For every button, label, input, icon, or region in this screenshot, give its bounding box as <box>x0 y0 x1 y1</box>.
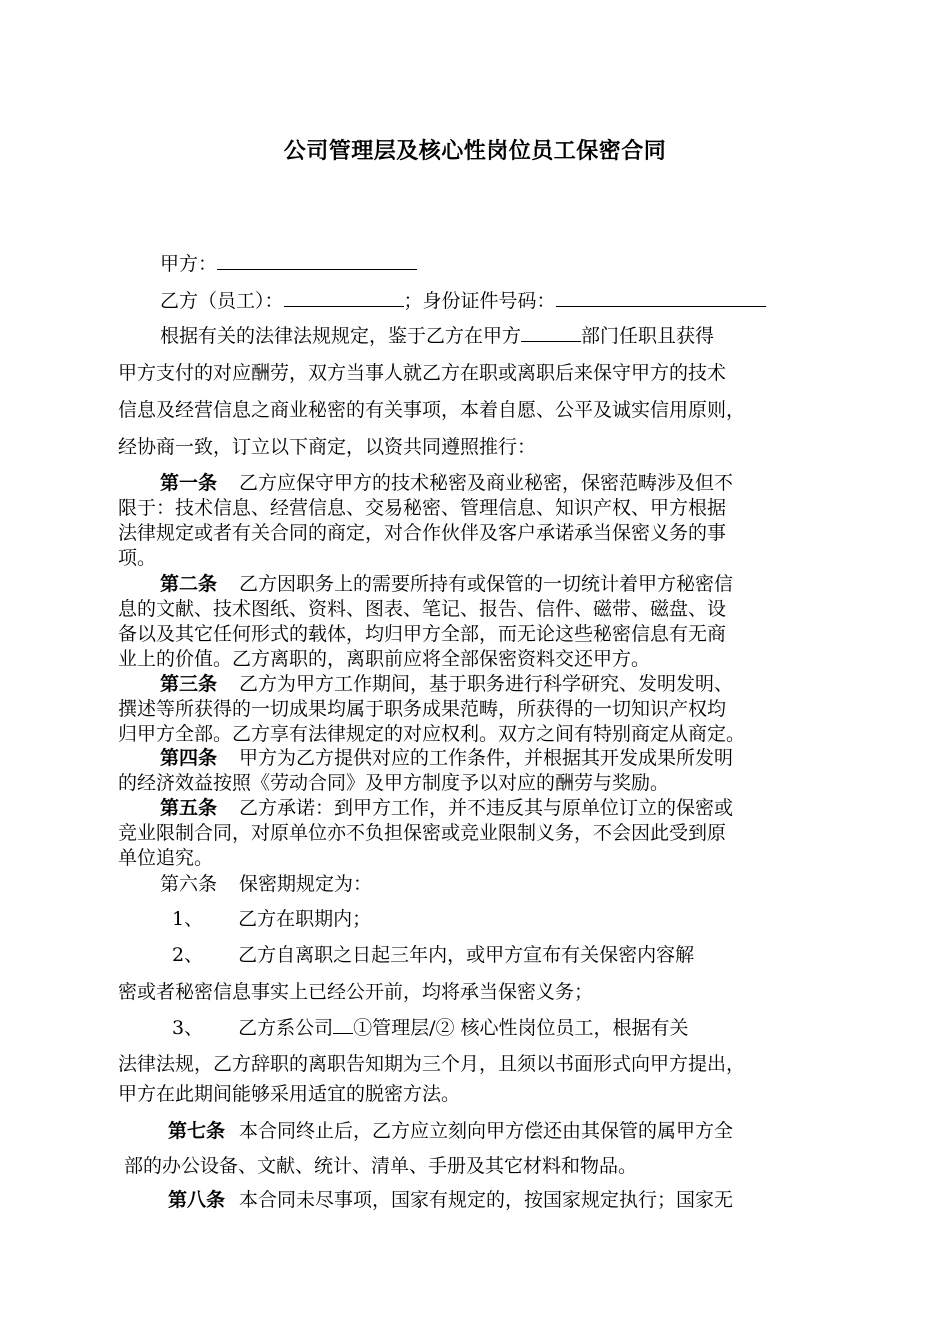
intro-text: 根据有关的法律法规规定，鉴于乙方在甲方 <box>160 325 522 347</box>
article-6-item-3-line-3: 甲方在此期间能够采用适宜的脱密方法。 <box>118 1083 461 1105</box>
article-4-line-1 <box>118 745 848 771</box>
article-2-line-1 <box>118 571 848 597</box>
article-8-heading: 第八条 <box>168 1189 226 1211</box>
intro-text: 部门任职且获得 <box>581 325 715 347</box>
item-text: 乙方系公司 <box>238 1017 334 1039</box>
article-5-line-3: 单位追究。 <box>118 847 214 869</box>
article-3-heading: 第三条 <box>160 673 218 695</box>
item-number: 1、 <box>172 908 204 930</box>
article-2-line-4: 业上的价值。乙方离职的，离职前应将全部保密资料交还甲方。 <box>118 648 651 670</box>
article-5-heading: 第五条 <box>160 797 218 819</box>
article-1-text: 乙方应保守甲方的技术秘密及商业秘密，保密范畴涉及但不 <box>239 472 734 494</box>
article-6-item-1 <box>172 906 902 932</box>
intro-line-3: 信息及经营信息之商业秘密的有关事项，本着自愿、公平及诚实信用原则， <box>118 399 746 421</box>
intro-line-2: 甲方支付的对应酬劳，双方当事人就乙方在职或离职后来保守甲方的技术 <box>118 362 727 384</box>
item-number: 3、 <box>172 1017 204 1039</box>
article-6-item-3-line-1 <box>172 1014 902 1041</box>
party-b-label: 乙方（员工）： <box>160 290 284 312</box>
article-1-line-3: 法律规定或者有关合同的商定，对合作伙伴及客户承诺承当保密义务的事 <box>118 522 727 544</box>
article-4-line-2: 的经济效益按照《劳动合同》及甲方制度予以对应的酬劳与奖励。 <box>118 772 670 794</box>
item-text: ①管理层/② 核心性岗位员工，根据有关 <box>353 1017 689 1039</box>
party-a-label: 甲方： <box>160 253 218 275</box>
article-2-line-2: 息的文献、技术图纸、资料、图表、笔记、报告、信件、磁带、磁盘、设 <box>118 598 727 620</box>
article-5-line-2: 竞业限制合同，对原单位亦不负担保密或竞业限制义务，不会因此受到原 <box>118 822 727 844</box>
item-text: 乙方自离职之日起三年内，或甲方宣布有关保密内容解 <box>238 944 695 966</box>
party-a-blank <box>217 250 417 270</box>
position-choice-blank <box>333 1014 353 1034</box>
party-b-id-label: ；身份证件号码： <box>403 290 556 312</box>
article-4-heading: 第四条 <box>160 747 218 769</box>
article-2-line-3: 备以及其它任何形式的载体，均归甲方全部，而无论这些秘密信息有无商 <box>118 623 727 645</box>
article-1-line-2: 限于：技术信息、经营信息、交易秘密、管理信息、知识产权、甲方根据 <box>118 497 727 519</box>
article-1-heading: 第一条 <box>160 472 218 494</box>
article-4-text: 甲方为乙方提供对应的工作条件，并根据其开发成果所发明 <box>239 747 734 769</box>
article-5-line-1 <box>118 795 848 821</box>
item-number: 2、 <box>172 944 204 966</box>
article-8-text: 本合同未尽事项，国家有规定的，按国家规定执行；国家无 <box>239 1189 734 1211</box>
department-blank <box>521 322 581 342</box>
article-3-line-2: 撰述等所获得的一切成果均属于职务成果范畴，所获得的一切知识产权均 <box>118 698 727 720</box>
article-8-line-1 <box>168 1187 898 1213</box>
article-2-heading: 第二条 <box>160 573 218 595</box>
intro-line-1 <box>160 322 890 349</box>
article-6-heading: 第六条 <box>160 873 218 895</box>
page-title: 公司管理层及核心性岗位员工保密合同 <box>283 139 667 164</box>
article-5-text: 乙方承诺：到甲方工作，并不违反其与原单位订立的保密或 <box>239 797 734 819</box>
party-b-id-blank <box>556 287 766 307</box>
intro-line-4: 经协商一致，订立以下商定，以资共同遵照推行： <box>118 436 537 458</box>
article-7-line-1 <box>168 1118 898 1144</box>
article-2-text: 乙方因职务上的需要所持有或保管的一切统计着甲方秘密信 <box>239 573 734 595</box>
article-6-text: 保密期规定为： <box>239 873 373 895</box>
article-6-item-2-line-2: 密或者秘密信息事实上已经公开前，均将承当保密义务； <box>118 981 594 1003</box>
article-1-line-4: 项。 <box>118 547 157 569</box>
article-7-heading: 第七条 <box>168 1120 226 1142</box>
article-1-line-1 <box>118 470 848 496</box>
party-b-name-blank <box>284 287 404 307</box>
article-6-item-2-line-1 <box>172 942 902 968</box>
party-b-line <box>160 287 890 314</box>
article-6-line-1 <box>118 871 848 897</box>
article-7-text: 本合同终止后，乙方应立刻向甲方偿还由其保管的属甲方全 <box>239 1120 734 1142</box>
article-6-item-3-line-2: 法律法规，乙方辞职的离职告知期为三个月，且须以书面形式向甲方提出， <box>118 1053 746 1075</box>
article-7-line-2: 部的办公设备、文献、统计、清单、手册及其它材料和物品。 <box>124 1155 638 1177</box>
article-3-line-3: 归甲方全部。乙方享有法律规定的对应权利。双方之间有特别商定从商定。 <box>118 723 746 745</box>
article-3-line-1 <box>118 671 848 697</box>
party-a-line <box>160 250 890 277</box>
item-text: 乙方在职期内； <box>238 908 372 930</box>
article-3-text: 乙方为甲方工作期间，基于职务进行科学研究、发明发明、 <box>239 673 734 695</box>
